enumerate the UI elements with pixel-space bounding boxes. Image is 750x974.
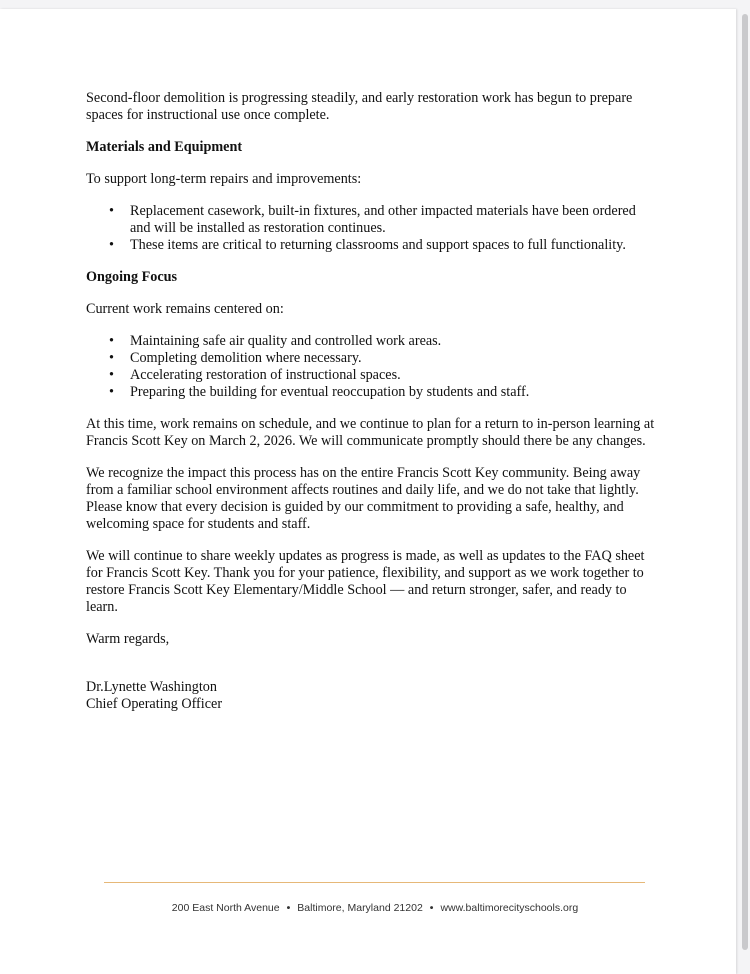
community-paragraph: We recognize the impact this process has on the entire Francis Scott Key community. Being away from a familiar school environment affects routines and daily life, and we do not take that lightly. Please know that every decision is guided by our commitment to providing a safe, healthy, and welcoming space for students and staff. bbox=[86, 465, 641, 532]
bullet-icon: • bbox=[109, 350, 114, 366]
footer bbox=[0, 902, 750, 914]
signer-title: Chief Operating Officer bbox=[86, 696, 223, 712]
footer-divider bbox=[104, 882, 645, 883]
footer-separator: • bbox=[286, 902, 291, 914]
list-item: • Completing demolition where necessary. bbox=[109, 350, 362, 366]
materials-list bbox=[86, 203, 656, 254]
bullet-icon: • bbox=[109, 384, 114, 400]
footer-city: Baltimore, Maryland 21202 bbox=[297, 902, 423, 914]
focus-lead: Current work remains centered on: bbox=[86, 301, 284, 317]
footer-separator: • bbox=[429, 902, 434, 914]
footer-address: 200 East North Avenue bbox=[171, 902, 280, 914]
list-item: • Replacement casework, built-in fixtures, and other impacted materials have been ordered and will be installed as restoration continues. bbox=[109, 203, 636, 236]
focus-list bbox=[86, 333, 656, 401]
bullet-icon: • bbox=[109, 237, 114, 253]
focus-heading: Ongoing Focus bbox=[86, 269, 178, 285]
list-item: • Accelerating restoration of instructional spaces. bbox=[109, 367, 401, 383]
updates-paragraph: We will continue to share weekly updates as progress is made, as well as updates to the FAQ sheet for Francis Scott Key. Thank you for your patience, flexibility, and support as we work together to restore Francis Scott Key Elementary/Middle School — and return stronger, safer, and ready to learn. bbox=[86, 548, 645, 615]
signature-block bbox=[86, 679, 656, 713]
closing: Warm regards, bbox=[86, 631, 170, 647]
materials-heading: Materials and Equipment bbox=[86, 139, 243, 155]
bullet-icon: • bbox=[109, 203, 114, 219]
letter-body bbox=[86, 90, 656, 713]
list-item: • Preparing the building for eventual reoccupation by students and staff. bbox=[109, 384, 530, 400]
list-item: • These items are critical to returning classrooms and support spaces to full functionality. bbox=[109, 237, 626, 253]
footer-website[interactable]: www.baltimorecityschools.org bbox=[440, 902, 579, 914]
bullet-icon: • bbox=[109, 333, 114, 349]
materials-lead: To support long-term repairs and improvements: bbox=[86, 171, 362, 187]
schedule-paragraph: At this time, work remains on schedule, and we continue to plan for a return to in-person learning at Francis Scott Key on March 2, 2026. We will communicate promptly should there be any changes. bbox=[86, 416, 655, 449]
intro-paragraph: Second-floor demolition is progressing steadily, and early restoration work has begun to prepare spaces for instructional use once complete. bbox=[86, 90, 633, 123]
vertical-scrollbar[interactable] bbox=[742, 14, 748, 950]
signer-name: Dr.Lynette Washington bbox=[86, 679, 217, 695]
bullet-icon: • bbox=[109, 367, 114, 383]
list-item: • Maintaining safe air quality and controlled work areas. bbox=[109, 333, 442, 349]
